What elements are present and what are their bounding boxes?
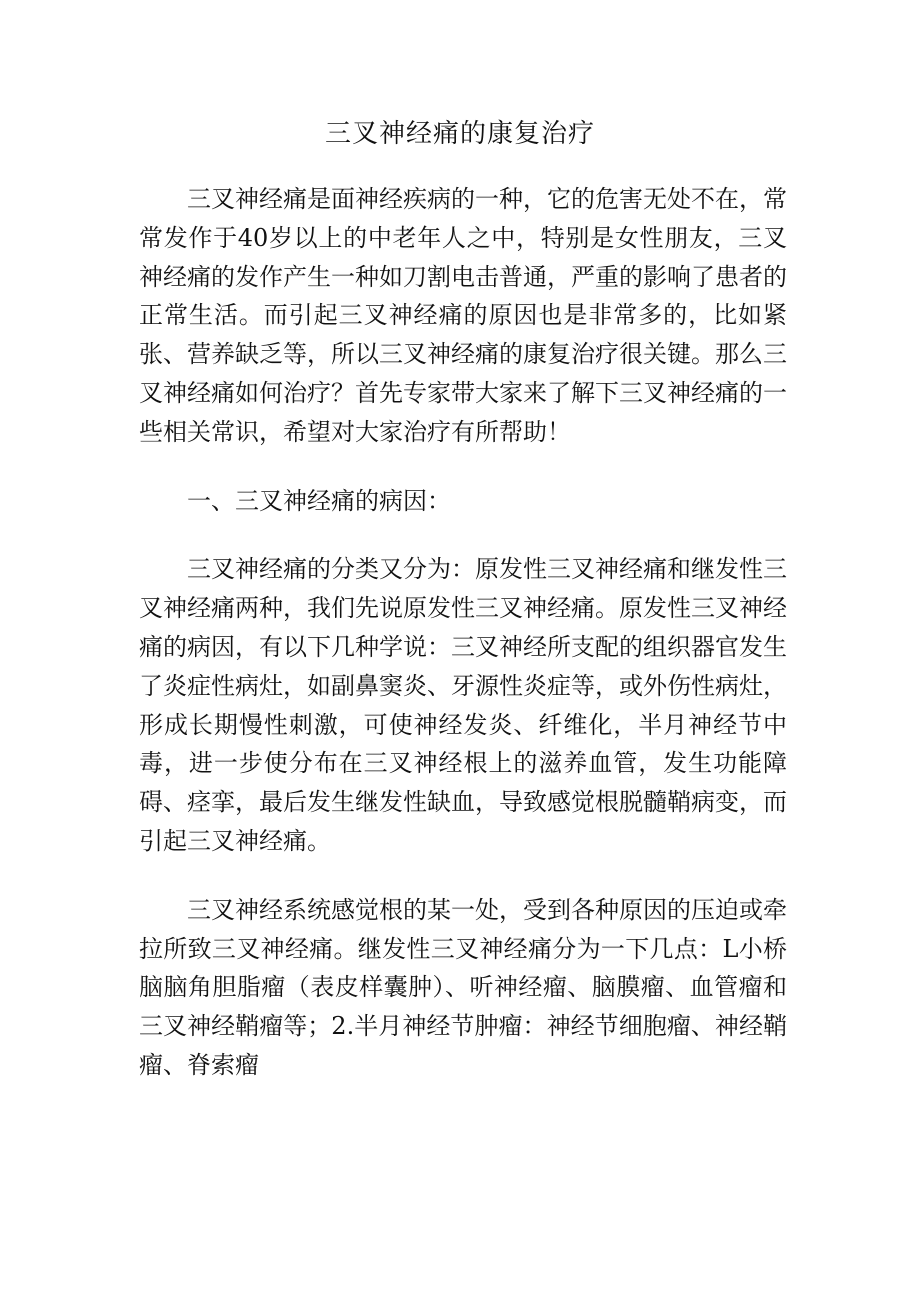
page-title: 三叉神经痛的康复治疗 [324, 119, 595, 149]
section-heading-causes: 一、三叉神经痛的病因： [187, 486, 451, 515]
paragraph-primary-causes: 三叉神经痛的分类又分为：原发性三叉神经痛和继发性三叉神经痛两种，我们先说原发性三叉神经痛。原发性三叉神经痛的病因，有以下几种学说：三叉神经所支配的组织器官发生了炎症性病灶，如副鼻窦炎、牙源性炎症等，或外伤性病灶，形成长期慢性刺激，可使神经发炎、纤维化，半月神经节中毒，进一步使分布在三叉神经根上的滋养血管，发生功能障碍、痉挛，最后发生继发性缺血，导致感觉根脱髓鞘病变，而引起三叉神经痛。 [139, 555, 787, 855]
document-body [139, 180, 787, 1115]
paragraph-secondary-causes: 三叉神经系统感觉根的某一处，受到各种原因的压迫或牵拉所致三叉神经痛。继发性三叉神经痛分为一下几点：L小桥脑脑角胆脂瘤（表皮样囊肿）、听神经瘤、脑膜瘤、血管瘤和三叉神经鞘瘤等；2.半月神经节肿瘤：神经节细胞瘤、神经鞘瘤、脊索瘤 [139, 895, 787, 1079]
paragraph-intro: 三叉神经痛是面神经疾病的一种，它的危害无处不在，常常发作于40岁以上的中老年人之中，特别是女性朋友，三叉神经痛的发作产生一种如刀割电击普通，严重的影响了患者的正常生活。而引起三叉神经痛的原因也是非常多的，比如紧张、营养缺乏等，所以三叉神经痛的康复治疗很关键。那么三叉神经痛如何治疗？首先专家带大家来了解下三叉神经痛的一些相关常识，希望对大家治疗有所帮助！ [139, 185, 787, 446]
